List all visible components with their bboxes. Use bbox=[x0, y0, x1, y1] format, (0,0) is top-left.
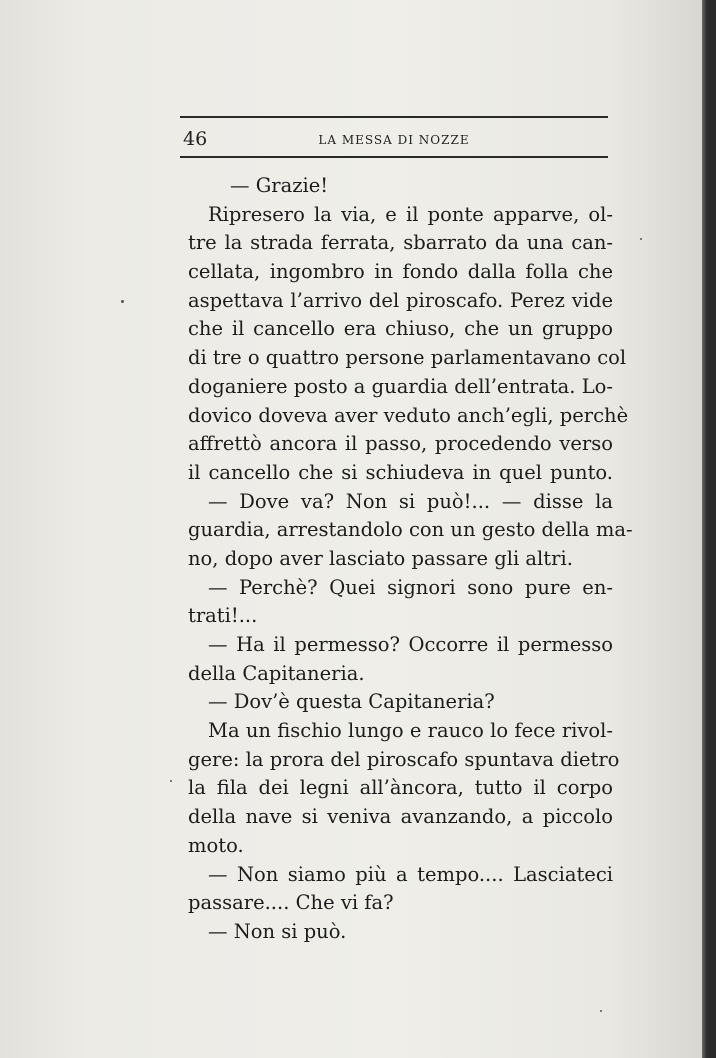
text-line: — Dov’è questa Capitaneria? bbox=[208, 690, 495, 714]
header-rule-top bbox=[180, 116, 608, 118]
text-line: di tre o quattro persone parlamentavano col bbox=[188, 346, 627, 370]
text-line: — Dove va? Non si può!... — disse la bbox=[208, 489, 613, 513]
text-line: — Non siamo più a tempo.... Lasciateci bbox=[208, 862, 613, 886]
paper-speck bbox=[170, 780, 172, 782]
text-line: passare.... Che vi fa? bbox=[188, 891, 394, 915]
text-line: — Ha il permesso? Occorre il permesso bbox=[208, 633, 613, 656]
text-line: dovico doveva aver veduto anch’egli, perchè bbox=[188, 403, 629, 427]
text-line: trati!... bbox=[188, 604, 258, 628]
text-line: della nave si veniva avanzando, a piccolo bbox=[188, 805, 613, 829]
page-number: 46 bbox=[183, 128, 208, 150]
text-line: — Perchè? Quei signori sono pure en- bbox=[208, 575, 613, 599]
text-line: Ripresero la via, e il ponte apparve, ol- bbox=[208, 202, 613, 226]
text-line: Ma un fischio lungo e rauco lo fece rivol- bbox=[208, 719, 613, 743]
text-line: affrettò ancora il passo, procedendo verso bbox=[188, 432, 613, 456]
paper-speck bbox=[600, 1010, 602, 1012]
text-line: della Capitaneria. bbox=[188, 661, 365, 685]
header-rule-bottom bbox=[180, 156, 608, 158]
paper-speck bbox=[121, 300, 124, 303]
text-line: aspettava l’arrivo del piroscafo. Perez vide bbox=[188, 288, 613, 312]
paper-speck bbox=[640, 238, 642, 240]
body-text bbox=[188, 172, 633, 947]
text-line: che il cancello era chiuso, che un gruppo bbox=[188, 317, 613, 341]
text-line: doganiere posto a guardia dell’entrata. Lo- bbox=[188, 374, 613, 398]
book-spine-edge bbox=[702, 0, 716, 1058]
text-line: no, dopo aver lasciato passare gli altri. bbox=[188, 546, 573, 570]
text-line: cellata, ingombro in fondo dalla folla che bbox=[188, 260, 613, 284]
text-line: la fila dei legni all’àncora, tutto il corpo bbox=[188, 776, 613, 800]
text-line: moto. bbox=[188, 833, 244, 857]
text-line: — Non si può. bbox=[208, 919, 347, 943]
text-line: il cancello che si schiudeva in quel punto. bbox=[188, 460, 613, 484]
text-line: tre la strada ferrata, sbarrato da una can- bbox=[188, 231, 613, 255]
text-line: guardia, arrestandolo con un gesto della ma- bbox=[188, 518, 633, 542]
text-line: — Grazie! bbox=[230, 174, 329, 197]
text-line: gere: la prora del piroscafo spuntava dietro bbox=[188, 747, 620, 771]
running-title: LA MESSA DI NOZZE bbox=[318, 133, 470, 147]
